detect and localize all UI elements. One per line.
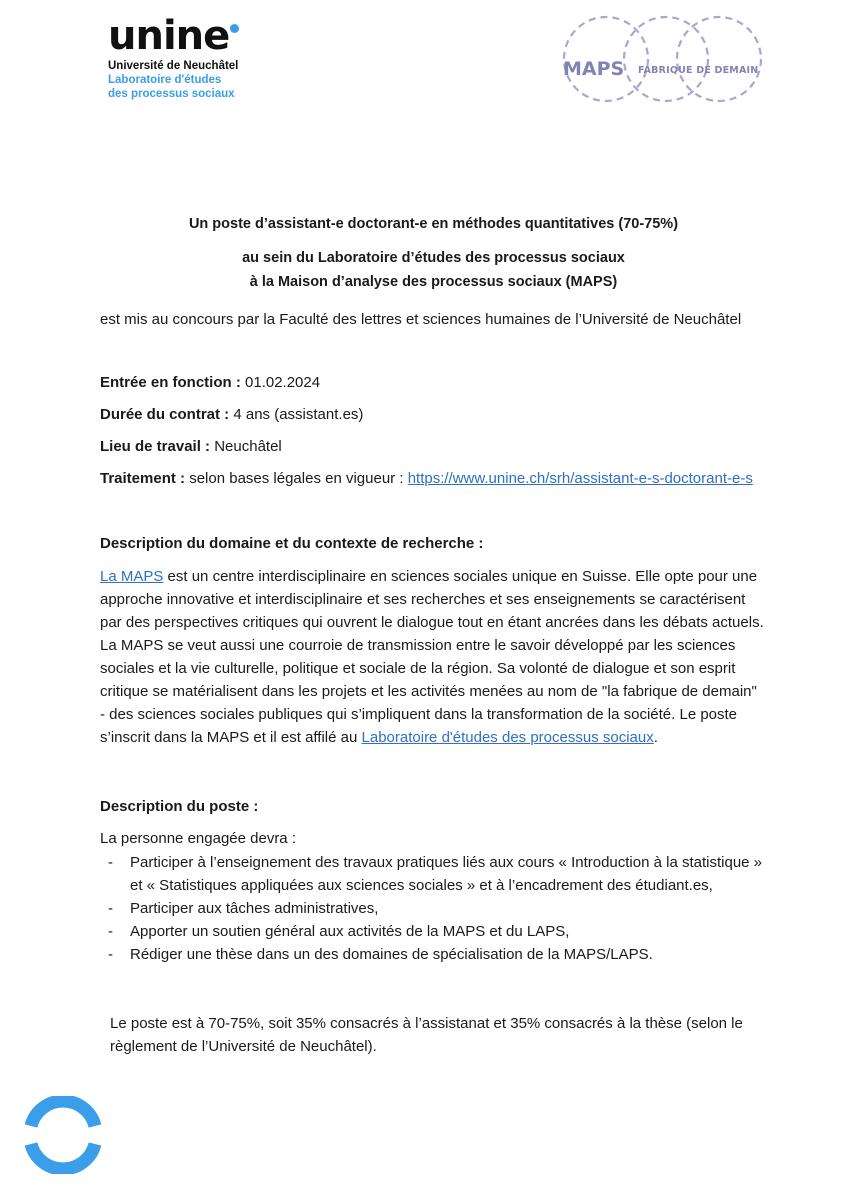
domain-paragraph <box>100 565 765 749</box>
unine-lab-line2: des processus sociaux <box>108 88 235 100</box>
unine-emblem-icon <box>24 1096 102 1174</box>
unine-wordmark: unine <box>108 13 230 59</box>
place-label: Lieu de travail : <box>100 438 211 455</box>
salary-link[interactable]: https://www.unine.ch/srh/assistant-e-s-doctorant-e-s <box>407 470 753 487</box>
maps-logo <box>556 14 766 104</box>
salary-label: Traitement : <box>100 470 186 487</box>
maps-tagline: FABRIQUE DE DEMAIN <box>638 65 759 76</box>
job-title <box>100 212 767 294</box>
unine-university-name: Université de Neuchâtel <box>108 60 239 72</box>
title-line-3: à la Maison d’analyse des processus sociaux (MAPS) <box>249 274 618 290</box>
intro-paragraph: est mis au concours par la Faculté des lettres et sciences humaines de l’Université de Neuchâtel <box>100 311 742 328</box>
start-date-label: Entrée en fonction : <box>100 374 241 391</box>
post-heading: Description du poste : <box>100 798 259 815</box>
maps-link[interactable]: La MAPS <box>100 568 164 585</box>
laps-link[interactable]: Laboratoire d'études des processus sociaux <box>361 729 654 746</box>
title-line-2: au sein du Laboratoire d’études des processus sociaux <box>242 250 625 266</box>
duties-list <box>100 851 765 966</box>
list-item: - Participer aux tâches administratives, <box>108 900 379 917</box>
list-item: - Apporter un soutien général aux activités de la MAPS et du LAPS, <box>108 923 570 940</box>
unine-dot-icon <box>230 24 239 33</box>
start-date-line <box>100 371 765 394</box>
list-item: - Participer à l’enseignement des travaux pratiques liés aux cours « Introduction à la statistique » et « Statistiques appliquées aux sciences sociales » et à l’encadrement des étudiant.es, <box>108 854 763 894</box>
maps-wordmark: MAPS <box>563 58 625 80</box>
domain-text: est un centre interdisciplinaire en sciences sociales unique en Suisse. Elle opte pour une approche innovative et interdisciplinaire et ses recherches et ses enseignements se caractérisent par des perspectives critiques qui ouvrent le dialogue tout en étant ancrées dans les débats actuels. La MAPS se veut aussi une courroie de transmission entre le savoir développé par les sciences sociales et la vie culturelle, politique et sociale de la région. Sa volonté de dialogue et son esprit critique se matérialisent dans les projets et les activités menées au nom de "la fabrique de demain" - des sciences sociales publiques qui s’impliquent dans la transformation de la société. Le poste s’inscrit dans la MAPS et il est affilé au <box>100 568 764 746</box>
post-intro: La personne engagée devra : <box>100 830 296 847</box>
place-value: Neuchâtel <box>210 438 282 455</box>
list-item: - Rédiger une thèse dans un des domaines de spécialisation de la MAPS/LAPS. <box>108 946 653 963</box>
closing-paragraph: Le poste est à 70-75%, soit 35% consacrés à l’assistanat et 35% consacrés à la thèse (selon le règlement de l’Université de Neuchâtel). <box>110 1015 743 1055</box>
domain-heading: Description du domaine et du contexte de recherche : <box>100 535 484 552</box>
duration-line <box>100 403 765 426</box>
domain-end: . <box>653 729 658 746</box>
unine-logo <box>108 14 239 101</box>
duration-value: 4 ans (assistant.es) <box>229 406 364 423</box>
place-line <box>100 435 765 458</box>
duration-label: Durée du contrat : <box>100 406 230 423</box>
unine-lab-line1: Laboratoire d'études <box>108 74 222 86</box>
salary-value: selon bases légales en vigueur : <box>185 470 408 487</box>
start-date-value: 01.02.2024 <box>240 374 321 391</box>
salary-line <box>100 467 765 490</box>
title-line-1: Un poste d’assistant-e doctorant-e en méthodes quantitatives (70-75%) <box>188 216 679 232</box>
